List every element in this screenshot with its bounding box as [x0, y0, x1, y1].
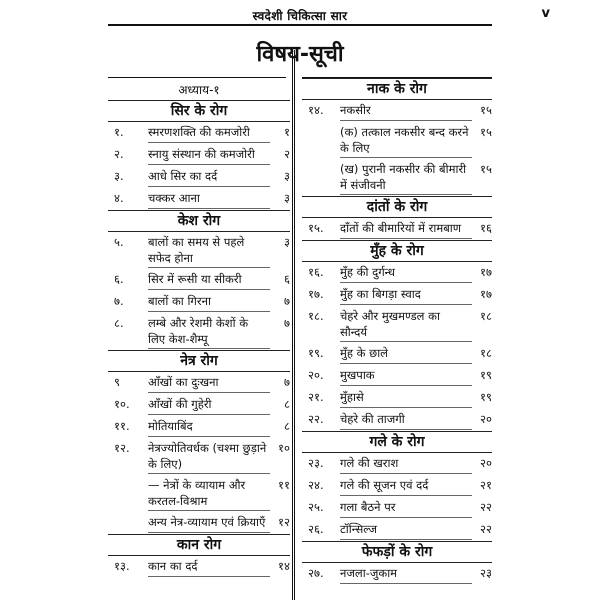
- toc-entry: [108, 512, 290, 534]
- toc-entry: [108, 291, 290, 313]
- entry-rule: [340, 517, 472, 518]
- toc-entry: [302, 365, 492, 387]
- entry-number: ४.: [114, 191, 124, 205]
- entry-number: २३.: [308, 456, 324, 470]
- entry-title: बालों का गिरना: [148, 294, 211, 308]
- entry-rule: [340, 120, 472, 121]
- running-title: स्वदेशी चिकित्सा सार: [252, 9, 348, 23]
- toc-entry: [108, 416, 290, 438]
- entry-rule: [340, 282, 472, 283]
- section-heading-text: नाक के रोग: [367, 81, 427, 97]
- section-heading: [302, 196, 492, 218]
- toc-right-column: [302, 78, 492, 585]
- section-heading: [108, 210, 290, 232]
- section-heading: [302, 431, 492, 453]
- entry-title: बालों का समय से पहले सफेद होना: [148, 235, 245, 265]
- header-rule: [108, 24, 492, 26]
- entry-number: १७.: [308, 287, 324, 301]
- entry-page: २०: [480, 456, 492, 470]
- entry-page: २१: [480, 478, 492, 492]
- section-heading: [302, 240, 492, 262]
- entry-title: गले की सूजन एवं दर्द: [340, 478, 429, 492]
- entry-title: नकसीर: [340, 103, 371, 117]
- section-heading-text: फेफड़ों के रोग: [361, 544, 433, 560]
- entry-title: स्मरणशक्ति की कमजोरी: [148, 125, 250, 139]
- toc-entry: [302, 475, 492, 497]
- toc-entry: [108, 475, 290, 512]
- entry-title: मुँह की दुर्गन्ध: [340, 265, 395, 279]
- toc-entry: [302, 453, 492, 475]
- entry-rule: [340, 385, 472, 386]
- entry-rule: [148, 289, 270, 290]
- section-rule-top: [302, 240, 492, 241]
- entry-title: स्नायु संस्थान की कमजोरी: [148, 147, 255, 161]
- toc-entry: [108, 144, 290, 166]
- entry-rule: [340, 429, 472, 430]
- column-divider: [292, 50, 295, 600]
- entry-number: ६.: [114, 272, 124, 286]
- entry-rule: [340, 495, 472, 496]
- entry-title: आधे सिर का दर्द: [148, 169, 218, 183]
- entry-title: गला बैठने पर: [340, 500, 396, 514]
- entry-rule: [148, 267, 270, 268]
- section-rule-top: [302, 78, 492, 79]
- section-rule-top: [302, 541, 492, 542]
- entry-rule: [340, 238, 472, 239]
- entry-rule: [148, 164, 270, 165]
- toc-entry: [302, 343, 492, 365]
- entry-rule: [148, 436, 270, 437]
- entry-rule: [340, 539, 472, 540]
- toc-entry: [302, 284, 492, 306]
- running-header: [0, 0, 600, 26]
- entry-title: आँखों की गुहेरी: [148, 397, 212, 411]
- entry-page: २२: [480, 500, 492, 514]
- section-heading-text: सिर के रोग: [170, 103, 228, 119]
- entry-title: — नेत्रों के व्यायाम और करतल-विश्राम: [148, 478, 246, 508]
- entry-page: १६: [480, 221, 492, 235]
- toc-entry: [302, 159, 492, 196]
- toc-entry: [302, 122, 492, 159]
- toc-entry: [108, 313, 290, 350]
- entry-page: १८: [480, 309, 492, 323]
- entry-rule: [148, 186, 270, 187]
- entry-number: १९.: [308, 346, 324, 360]
- entry-page: २३: [480, 566, 492, 580]
- entry-title: मोतियाबिंद: [148, 419, 193, 433]
- entry-title: मुँह का बिगड़ा स्वाद: [340, 287, 421, 301]
- entry-page: ७: [284, 375, 290, 389]
- entry-number: २६.: [308, 522, 324, 536]
- entry-number: १४.: [308, 103, 324, 117]
- section-rule-top: [108, 534, 290, 535]
- toc-entry: [302, 218, 492, 240]
- entry-title: चेहरे और मुखमण्डल का सौन्दर्य: [340, 309, 440, 339]
- entry-title: नजला-जुकाम: [340, 566, 398, 580]
- entry-number: ७.: [114, 294, 124, 308]
- toc-entry: [108, 438, 290, 475]
- entry-number: २.: [114, 147, 124, 161]
- entry-rule: [340, 363, 472, 364]
- entry-page: १२: [278, 515, 290, 529]
- entry-number: ५.: [114, 235, 124, 249]
- section-heading-text: केश रोग: [177, 213, 221, 229]
- entry-page: ३: [284, 191, 290, 205]
- entry-rule: [148, 510, 270, 511]
- entry-title: दाँतों की बीमारियों में रामबाण: [340, 221, 462, 235]
- entry-title: (क) तत्काल नकसीर बन्द करने के लिए: [340, 125, 469, 155]
- entry-number: १६.: [308, 265, 324, 279]
- entry-page: २२: [480, 522, 492, 536]
- toc-entry: [302, 409, 492, 431]
- entry-title: अन्य नेत्र-व्यायाम एवं क्रियाएँ: [148, 515, 266, 529]
- entry-title: सिर में रूसी या सीकरी: [148, 272, 242, 286]
- entry-page: १८: [480, 346, 492, 360]
- entry-page: १९: [480, 390, 492, 404]
- entry-rule: [148, 532, 270, 533]
- section-rule-top: [302, 196, 492, 197]
- entry-rule: [340, 583, 472, 584]
- entry-page: १४: [278, 559, 290, 573]
- entry-rule: [340, 473, 472, 474]
- entry-rule: [340, 341, 472, 342]
- section-heading: [108, 350, 290, 372]
- section-heading-text: दांतों के रोग: [366, 199, 428, 215]
- entry-page: २०: [480, 412, 492, 426]
- entry-rule: [148, 208, 270, 209]
- toc-entry: [302, 519, 492, 541]
- entry-title: मुखपाक: [340, 368, 375, 382]
- entry-number: १५.: [308, 221, 324, 235]
- entry-page: १५: [480, 125, 492, 139]
- toc-entry: [108, 394, 290, 416]
- entry-page: १५: [480, 162, 492, 176]
- entry-rule: [340, 194, 472, 195]
- entry-number: २५.: [308, 500, 324, 514]
- entry-title: मुँहासे: [340, 390, 364, 404]
- section-rule-top: [302, 431, 492, 432]
- entry-page: ३: [284, 169, 290, 183]
- entry-rule: [148, 576, 270, 577]
- entry-rule: [340, 407, 472, 408]
- entry-page: ८: [284, 419, 290, 433]
- section-heading-text: नेत्र रोग: [180, 353, 218, 369]
- entry-page: २: [284, 147, 290, 161]
- toc-entry: [302, 387, 492, 409]
- entry-page: ७: [284, 294, 290, 308]
- entry-number: १०.: [114, 397, 130, 411]
- entry-number: २०.: [308, 368, 324, 382]
- entry-title: लम्बे और रेशमी केशों के लिए केश-शैम्पू: [148, 316, 249, 346]
- entry-number: ८.: [114, 316, 124, 330]
- entry-page: १७: [480, 265, 492, 279]
- toc-entry: [302, 306, 492, 343]
- section-heading: [108, 534, 290, 556]
- toc-left-column: [108, 78, 290, 578]
- entry-title: आँखों का दुःखना: [148, 375, 219, 389]
- entry-title: नेत्रज्योतिवर्धक (चश्मा छुड़ाने के लिए): [148, 441, 267, 471]
- toc-entry: [302, 497, 492, 519]
- toc-entry: [108, 122, 290, 144]
- entry-page: ६: [284, 272, 290, 286]
- entry-rule: [340, 157, 472, 158]
- entry-rule: [148, 473, 270, 474]
- toc-entry: [108, 556, 290, 578]
- entry-number: ९: [114, 375, 120, 389]
- entry-rule: [148, 311, 270, 312]
- entry-number: ३.: [114, 169, 124, 183]
- entry-page: ३: [284, 235, 290, 249]
- entry-rule: [340, 304, 472, 305]
- entry-rule: [148, 348, 270, 349]
- entry-number: २१.: [308, 390, 324, 404]
- entry-title: चक्कर आना: [148, 191, 200, 205]
- entry-page: ७: [284, 316, 290, 330]
- entry-title: (ख) पुरानी नकसीर की बीमारी में संजीवनी: [340, 162, 467, 192]
- entry-title: मुँह के छाले: [340, 346, 388, 360]
- section-rule-top: [108, 210, 290, 211]
- chapter-label: अध्याय-१: [178, 83, 220, 97]
- entry-rule: [148, 142, 270, 143]
- entry-rule: [148, 414, 270, 415]
- section-rule-top: [108, 350, 290, 351]
- entry-title: टॉन्सिल्ज: [340, 522, 378, 536]
- section-heading-text: कान रोग: [176, 537, 222, 553]
- entry-title: चेहरे की ताजगी: [340, 412, 405, 426]
- entry-page: १: [284, 125, 290, 139]
- toc-entry: [302, 563, 492, 585]
- entry-page: ११: [278, 478, 290, 492]
- toc-entry: [302, 100, 492, 122]
- entry-rule: [148, 392, 270, 393]
- entry-number: २७.: [308, 566, 324, 580]
- entry-number: २२.: [308, 412, 324, 426]
- toc-entry: [108, 188, 290, 210]
- entry-page: ८: [284, 397, 290, 411]
- entry-number: १८.: [308, 309, 324, 323]
- page-number: v: [541, 6, 550, 21]
- entry-number: २४.: [308, 478, 324, 492]
- entry-title: कान का दर्द: [148, 559, 198, 573]
- section-heading: [302, 78, 492, 100]
- section-heading-text: गले के रोग: [369, 434, 425, 450]
- entry-page: १७: [480, 287, 492, 301]
- section-rule-top: [108, 100, 290, 101]
- entry-page: १५: [480, 103, 492, 117]
- entry-title: गले की खराश: [340, 456, 399, 470]
- toc-entry: [108, 166, 290, 188]
- section-heading-text: मुँह के रोग: [370, 243, 424, 259]
- entry-number: १२.: [114, 441, 130, 455]
- toc-title: विषय-सूची: [256, 42, 344, 67]
- section-heading: [108, 100, 290, 122]
- toc-entry: [108, 232, 290, 269]
- toc-entry: [108, 372, 290, 394]
- toc-entry: [302, 262, 492, 284]
- toc-entry: [108, 269, 290, 291]
- entry-page: १९: [480, 368, 492, 382]
- entry-number: ११.: [114, 419, 130, 433]
- entry-number: १.: [114, 125, 124, 139]
- section-heading: [302, 541, 492, 563]
- entry-number: १३.: [114, 559, 130, 573]
- entry-page: १०: [278, 441, 290, 455]
